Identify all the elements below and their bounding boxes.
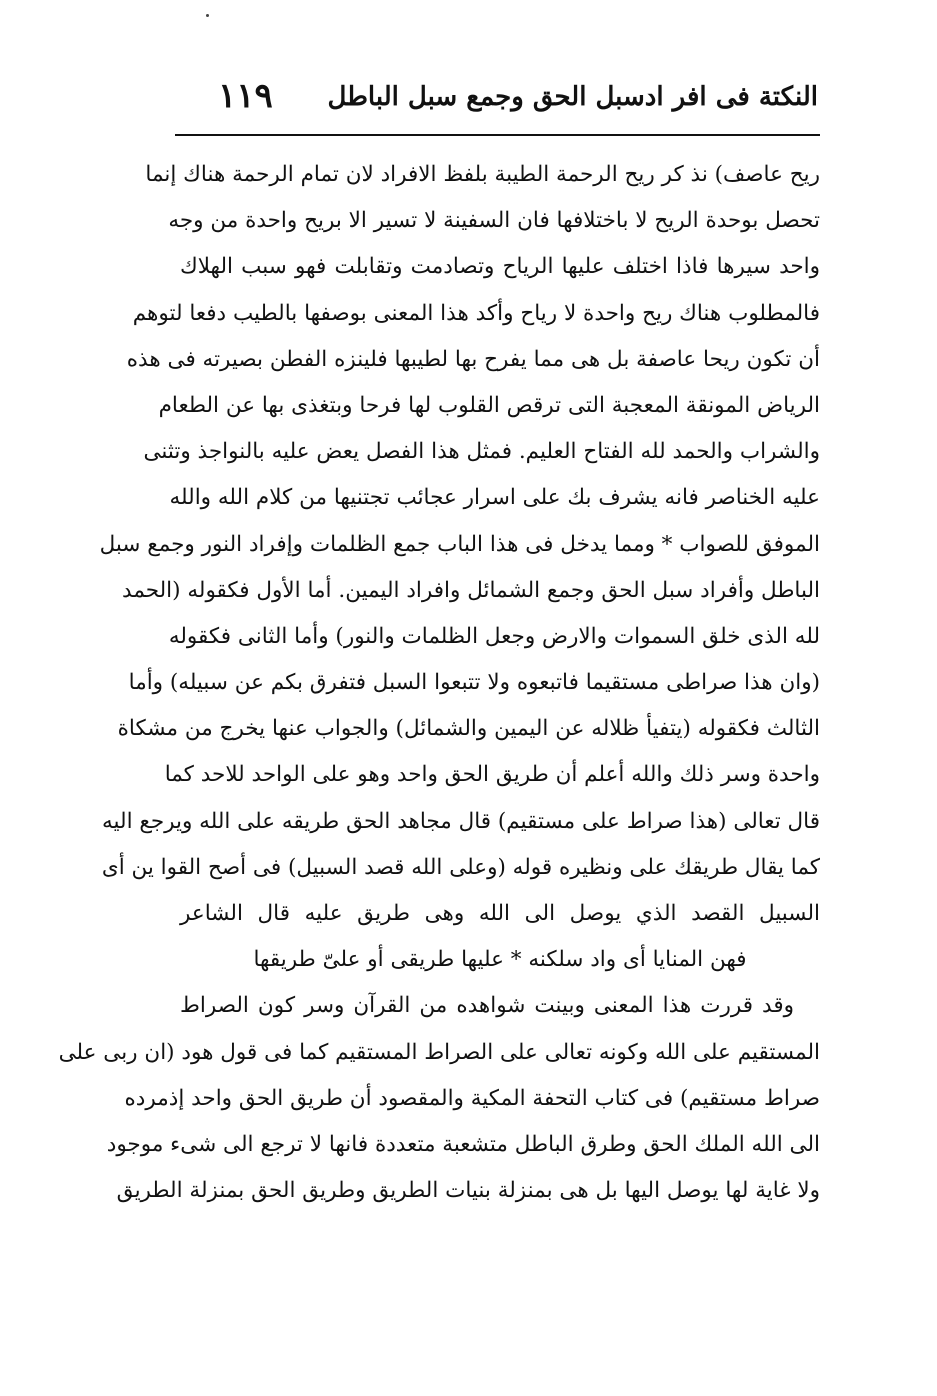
page-number: ١١٩ [218,76,273,116]
text-line-5: أن تكون ريحا عاصفة بل هى مما يفرح بها لطيبها فلينزه الفطن بصيرته فى هذه [126,346,820,372]
text-line-22: الى الله الملك الحق وطرق الباطل متشعبة متعددة فانها لا ترجع الى شىء موجود [106,1131,820,1157]
text-line-2: تحصل بوحدة الريح لا باختلافها فان السفينة لا تسير الا بريح واحدة من وجه [168,208,820,234]
text-line-10: الباطل وأفراد سبل الحق وجمع الشمائل وافراد اليمين. أما الأول فكقوله (الحمد [122,577,820,603]
text-line-8: عليه الخناصر فانه يشرف بك على اسرار عجائب تجتنيها من كلام الله والله [169,485,820,511]
text-line-3: واحد سيرها فاذا اختلف عليها الرياح وتصادمت وتقابلت فهو سبب الهلاك [180,254,820,280]
text-line-11: لله الذى خلق السموات والارض وجعل الظلمات والنور) وأما الثانى فكقوله [168,623,820,649]
header-title: النكتة فى افر ادسبل الحق وجمع سبل الباطل [327,82,818,112]
text-line-14: واحدة وسر ذلك والله أعلم أن طريق الحق واحد وهو على الواحد للاحد كما [164,762,820,788]
text-line-7: والشراب والحمد لله الفتاح العليم. فمثل هذا الفصل يعض عليه بالنواجذ وتثنى [143,439,820,465]
text-line-12: (وان هذا صراطى مستقيما فاتبعوه ولا تتبعوا السبل فتفرق بكم عن سبيله) وأما [128,670,820,696]
text-line-23: ولا غاية لها يوصل اليها بل هى بمنزلة بنيات الطريق وطريق الحق بمنزلة الطريق [116,1178,820,1204]
text-line-17: السبيل القصد الذي يوصل الى الله وهى طريق عليه قال الشاعر [180,901,820,926]
page-speck [206,14,209,17]
poetry-verse: فهن المنايا أى واد سلكنه * عليها طريقى أو علىّ طريقها [253,947,747,973]
text-line-19: وقد قررت هذا المعنى وبينت شواهده من القرآن وسر كون الصراط [180,993,794,1019]
text-line-21: صراط مستقيم) فى كتاب التحفة المكية والمقصود أن طريق الحق واحد إذمرده [124,1085,820,1111]
body-text [58,152,820,1214]
text-line-9: الموفق للصواب * ومما يدخل فى هذا الباب جمع الظلمات وإفراد النور وجمع سبل [99,531,820,557]
running-header [178,76,818,126]
text-line-20: المستقيم على الله وكونه تعالى على الصراط المستقيم كما فى قول هود (ان ربى على [58,1039,820,1065]
text-line-15: قال تعالى (هذا صراط على مستقيم) قال مجاهد الحق طريقه على الله ويرجع اليه [102,808,820,834]
text-line-6: الرياض المونقة المعجبة التى ترقص القلوب لها فرحا وبتغذى بها عن الطعام [158,392,820,418]
text-line-16: كما يقال طريقك على ونظيره قوله (وعلى الله قصد السبيل) فى أصح القوا ين أى [101,854,820,880]
text-line-1: ريح عاصف) نذ كر ريح الرحمة الطيبة بلفظ الافراد لان تمام الرحمة هناك إنما [145,162,820,187]
header-rule [175,134,820,136]
text-line-4: فالمطلوب هناك ريح واحدة لا رياح وأكد هذا المعنى بوصفها بالطيب دفعا لتوهم [132,300,820,326]
text-line-13: الثالث فكقوله (يتفيأ ظلاله عن اليمين والشمائل) والجواب عنها يخرج من مشكاة [117,716,820,742]
